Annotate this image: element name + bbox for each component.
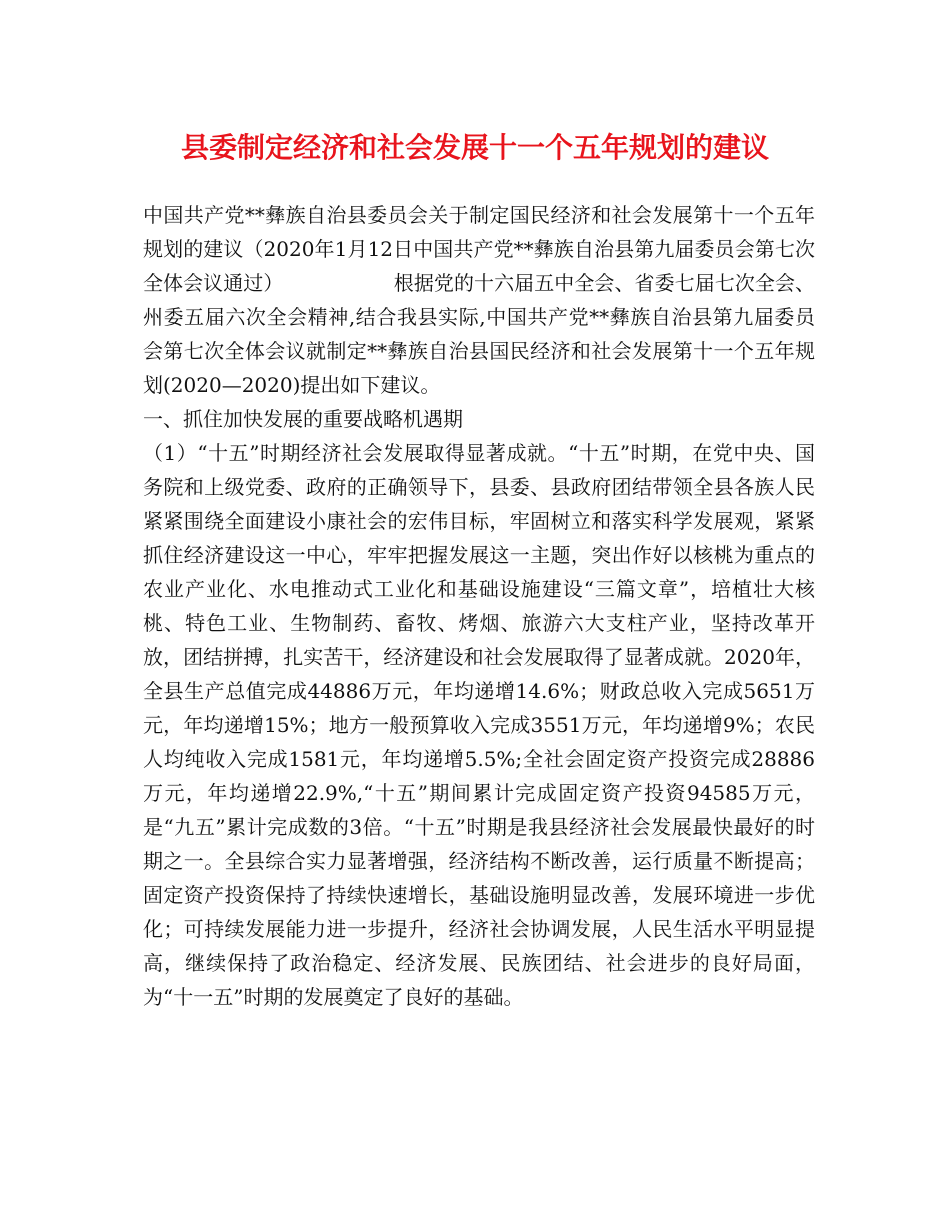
section-heading: 一、抓住加快发展的重要战略机遇期	[143, 407, 463, 431]
document-title: 县委制定经济和社会发展十一个五年规划的建议	[180, 131, 769, 164]
document-body	[143, 198, 815, 1014]
achievements-paragraph: （1）“十五”时期经济社会发展取得显著成就。“十五”时期，在党中央、国务院和上级党委、政府的正确领导下，县委、县政府团结带领全县各族人民紧紧围绕全面建设小康社会的宏伟目标，牢固树立和落实科学发展观，紧紧抓住经济建设这一中心，牢牢把握发展这一主题，突出作好以核桃为重点的农业产业化、水电推动式工业化和基础设施建设“三篇文章”，培植壮大核桃、特色工业、生物制药、畜牧、烤烟、旅游六大支柱产业，坚持改革开放，团结拼搏，扎实苦干，经济建设和社会发展取得了显著成就。2020年，全县生产总值完成44886万元，年均递增14.6%；财政总收入完成5651万元，年均递增15%；地方一般预算收入完成3551万元，年均递增9%；农民人均纯收入完成1581元，年均递增5.5%;全社会固定资产投资完成28886万元，年均递增22.9%,“十五”期间累计完成固定资产投资94585万元，是“九五”累计完成数的3倍。“十五”时期是我县经济社会发展最快最好的时期之一。全县综合实力显著增强，经济结构不断改善，运行质量不断提高；固定资产投资保持了持续快速增长，基础设施明显改善，发展环境进一步优化；可持续发展能力进一步提升，经济社会协调发展，人民生活水平明显提高，继续保持了政治稳定、经济发展、民族团结、社会进步的良好局面，为“十一五”时期的发展奠定了良好的基础。	[143, 441, 815, 1009]
intro-paragraph: 中国共产党**彝族自治县委员会关于制定国民经济和社会发展第十一个五年规划的建议（2020年1月12日中国共产党**彝族自治县第九届委员会第七次全体会议通过） 根据党的十六届五中全会、省委七届七次全会、州委五届六次全会精神,结合我县实际,中国共产党**彝族自治县第九届委员会第七次全体会议就制定**彝族自治县国民经济和社会发展第十一个五年规划(2020—2020)提出如下建议。	[143, 203, 815, 397]
